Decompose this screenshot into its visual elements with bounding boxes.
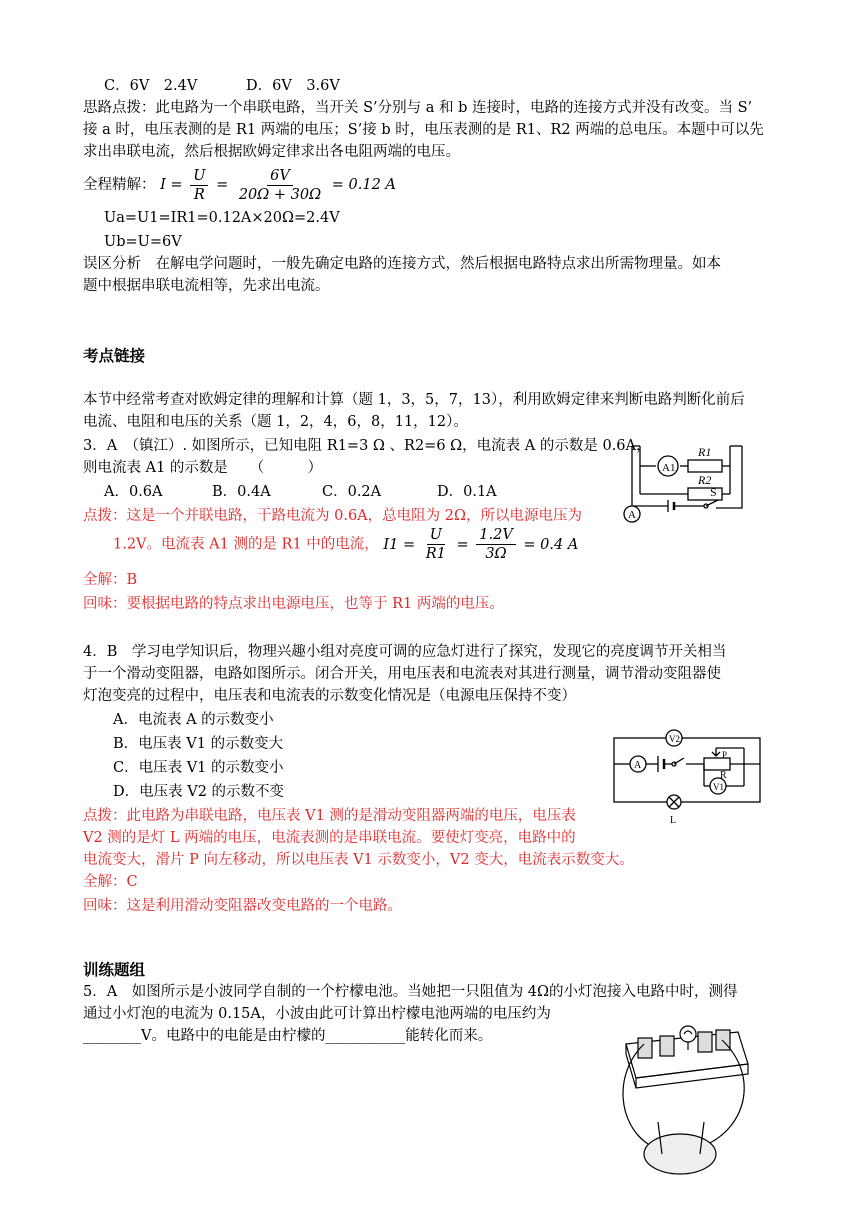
s-label: S [710, 485, 717, 499]
option-a: A．电流表 A 的示数变小 [113, 712, 274, 728]
question-stem: 5．A 如图所示是小波同学自制的一个柠檬电池。当她把一只阻值为 4Ω的小灯泡接入电路中时，测得 [83, 984, 738, 1000]
ua-line: Ua=U1=IR1=0.12A×20Ω=2.4V [104, 210, 340, 226]
v2-label: V2 [669, 734, 680, 744]
r2-label: R2 [698, 473, 712, 487]
l-label: L [670, 815, 677, 826]
option-b: B．0.4A [212, 484, 271, 500]
v1-label: V1 [713, 782, 724, 792]
section-title: 考点链接 [83, 347, 146, 365]
option-a: A．0.6A [104, 484, 163, 500]
option-d: D．0.1A [437, 484, 497, 500]
a-label: A [628, 509, 636, 521]
question-stem: 则电流表 A1 的示数是 （ ） [83, 460, 323, 476]
review: 回味：要根据电路的特点求出电源电压，也等于 R1 两端的电压。 [83, 596, 504, 612]
answer: 全解：B [83, 572, 138, 588]
p-label: P [722, 750, 728, 760]
option-d: D．6V 3.6V [246, 78, 340, 94]
option-c: C．6V 2.4V [104, 78, 198, 94]
option-c: C．0.2A [322, 484, 382, 500]
r1-label: R1 [698, 445, 712, 459]
question-stem: ________V。电路中的电能是由柠檬的___________能转化而来。 [83, 1028, 493, 1044]
tip-line: 接 a 时，电压表测的是 R1 两端的电压；S’接 b 时，电压表测的是 R1、R2 两端的总电压。本题中可以先 [83, 122, 764, 138]
ub-line: Ub=U=6V [104, 234, 182, 250]
tip-line: 点拨：此电路为串联电路，电压表 V1 测的是滑动变阻器两端的电压，电压表 [83, 808, 576, 824]
tip-line: 思路点拨：此电路为一个串联电路，当开关 S’分别与 a 和 b 连接时，电路的连接方式并没有改变。当 S’ [83, 100, 753, 116]
a1-label: A1 [662, 462, 676, 474]
review: 回味：这是利用滑动变阻器改变电路的一个电路。 [83, 898, 402, 914]
option-d: D．电压表 V2 的示数不变 [113, 784, 285, 800]
section-intro: 电流、电阻和电压的关系（题 1，2，4，6，8，11，12）。 [83, 414, 468, 430]
lemon-battery-figure [608, 1004, 758, 1184]
solution-formula: 全程精解： I = $\frac{U}{R}$ = $\frac{6V}{20\Omega + 30\Omega}$ = 0.12 A [83, 167, 396, 203]
parallel-circuit-figure [618, 436, 760, 528]
section-intro: 本节中经常考查对欧姆定律的理解和计算（题 1，3，5，7，13），利用欧姆定律来判断电路判断化前后 [83, 392, 745, 408]
r-label: R [720, 770, 727, 781]
tip-line: 电流变大，滑片 P 向左移动，所以电压表 V1 示数变小，V2 变大，电流表示数变大。 [83, 852, 634, 868]
option-c: C．电压表 V1 的示数变小 [113, 760, 284, 776]
tip-line: 点拨：这是一个并联电路，干路电流为 0.6A，总电阻为 2Ω，所以电源电压为 [83, 508, 582, 524]
a-label: A [634, 760, 642, 771]
tip-line: V2 测的是灯 L 两端的电压，电流表测的是串联电流。要使灯变亮，电路中的 [83, 830, 576, 846]
question-stem: 4．B 学习电学知识后，物理兴趣小组对亮度可调的应急灯进行了探究，发现它的亮度调节开关相当 [83, 644, 727, 660]
error-analysis: 题中根据串联电流相等，先求出电流。 [83, 278, 330, 294]
tip-line: 求出串联电流，然后根据欧姆定律求出各电阻两端的电压。 [83, 144, 460, 160]
option-b: B．电压表 V1 的示数变大 [113, 736, 284, 752]
question-stem: 于一个滑动变阻器，电路如图所示。闭合开关，用电压表和电流表对其进行测量，调节滑动变阻器使 [83, 666, 721, 682]
error-analysis: 误区分析 在解电学问题时，一般先确定电路的连接方式，然后根据电路特点求出所需物理量。如本 [83, 256, 721, 272]
question-stem: 通过小灯泡的电流为 0.15A，小波由此可计算出柠檬电池两端的电压约为 [83, 1006, 551, 1022]
series-circuit-figure [608, 724, 768, 828]
question-stem: 灯泡变亮的过程中，电压表和电流表的示数变化情况是（电源电压保持不变） [83, 688, 576, 704]
answer: 全解：C [83, 874, 138, 890]
tip-formula: 1.2V。电流表 A1 测的是 R1 中的电流， I1 = $\frac{U}{R1}$ = $\frac{1.2V}{3\Omega}$ = 0.4 A [113, 527, 579, 562]
section-title: 训练题组 [83, 961, 146, 979]
question-stem: 3．A （镇江）. 如图所示，已知电阻 R1=3 Ω 、R2=6 Ω，电流表 A 的示数是 0.6A， [83, 438, 651, 454]
